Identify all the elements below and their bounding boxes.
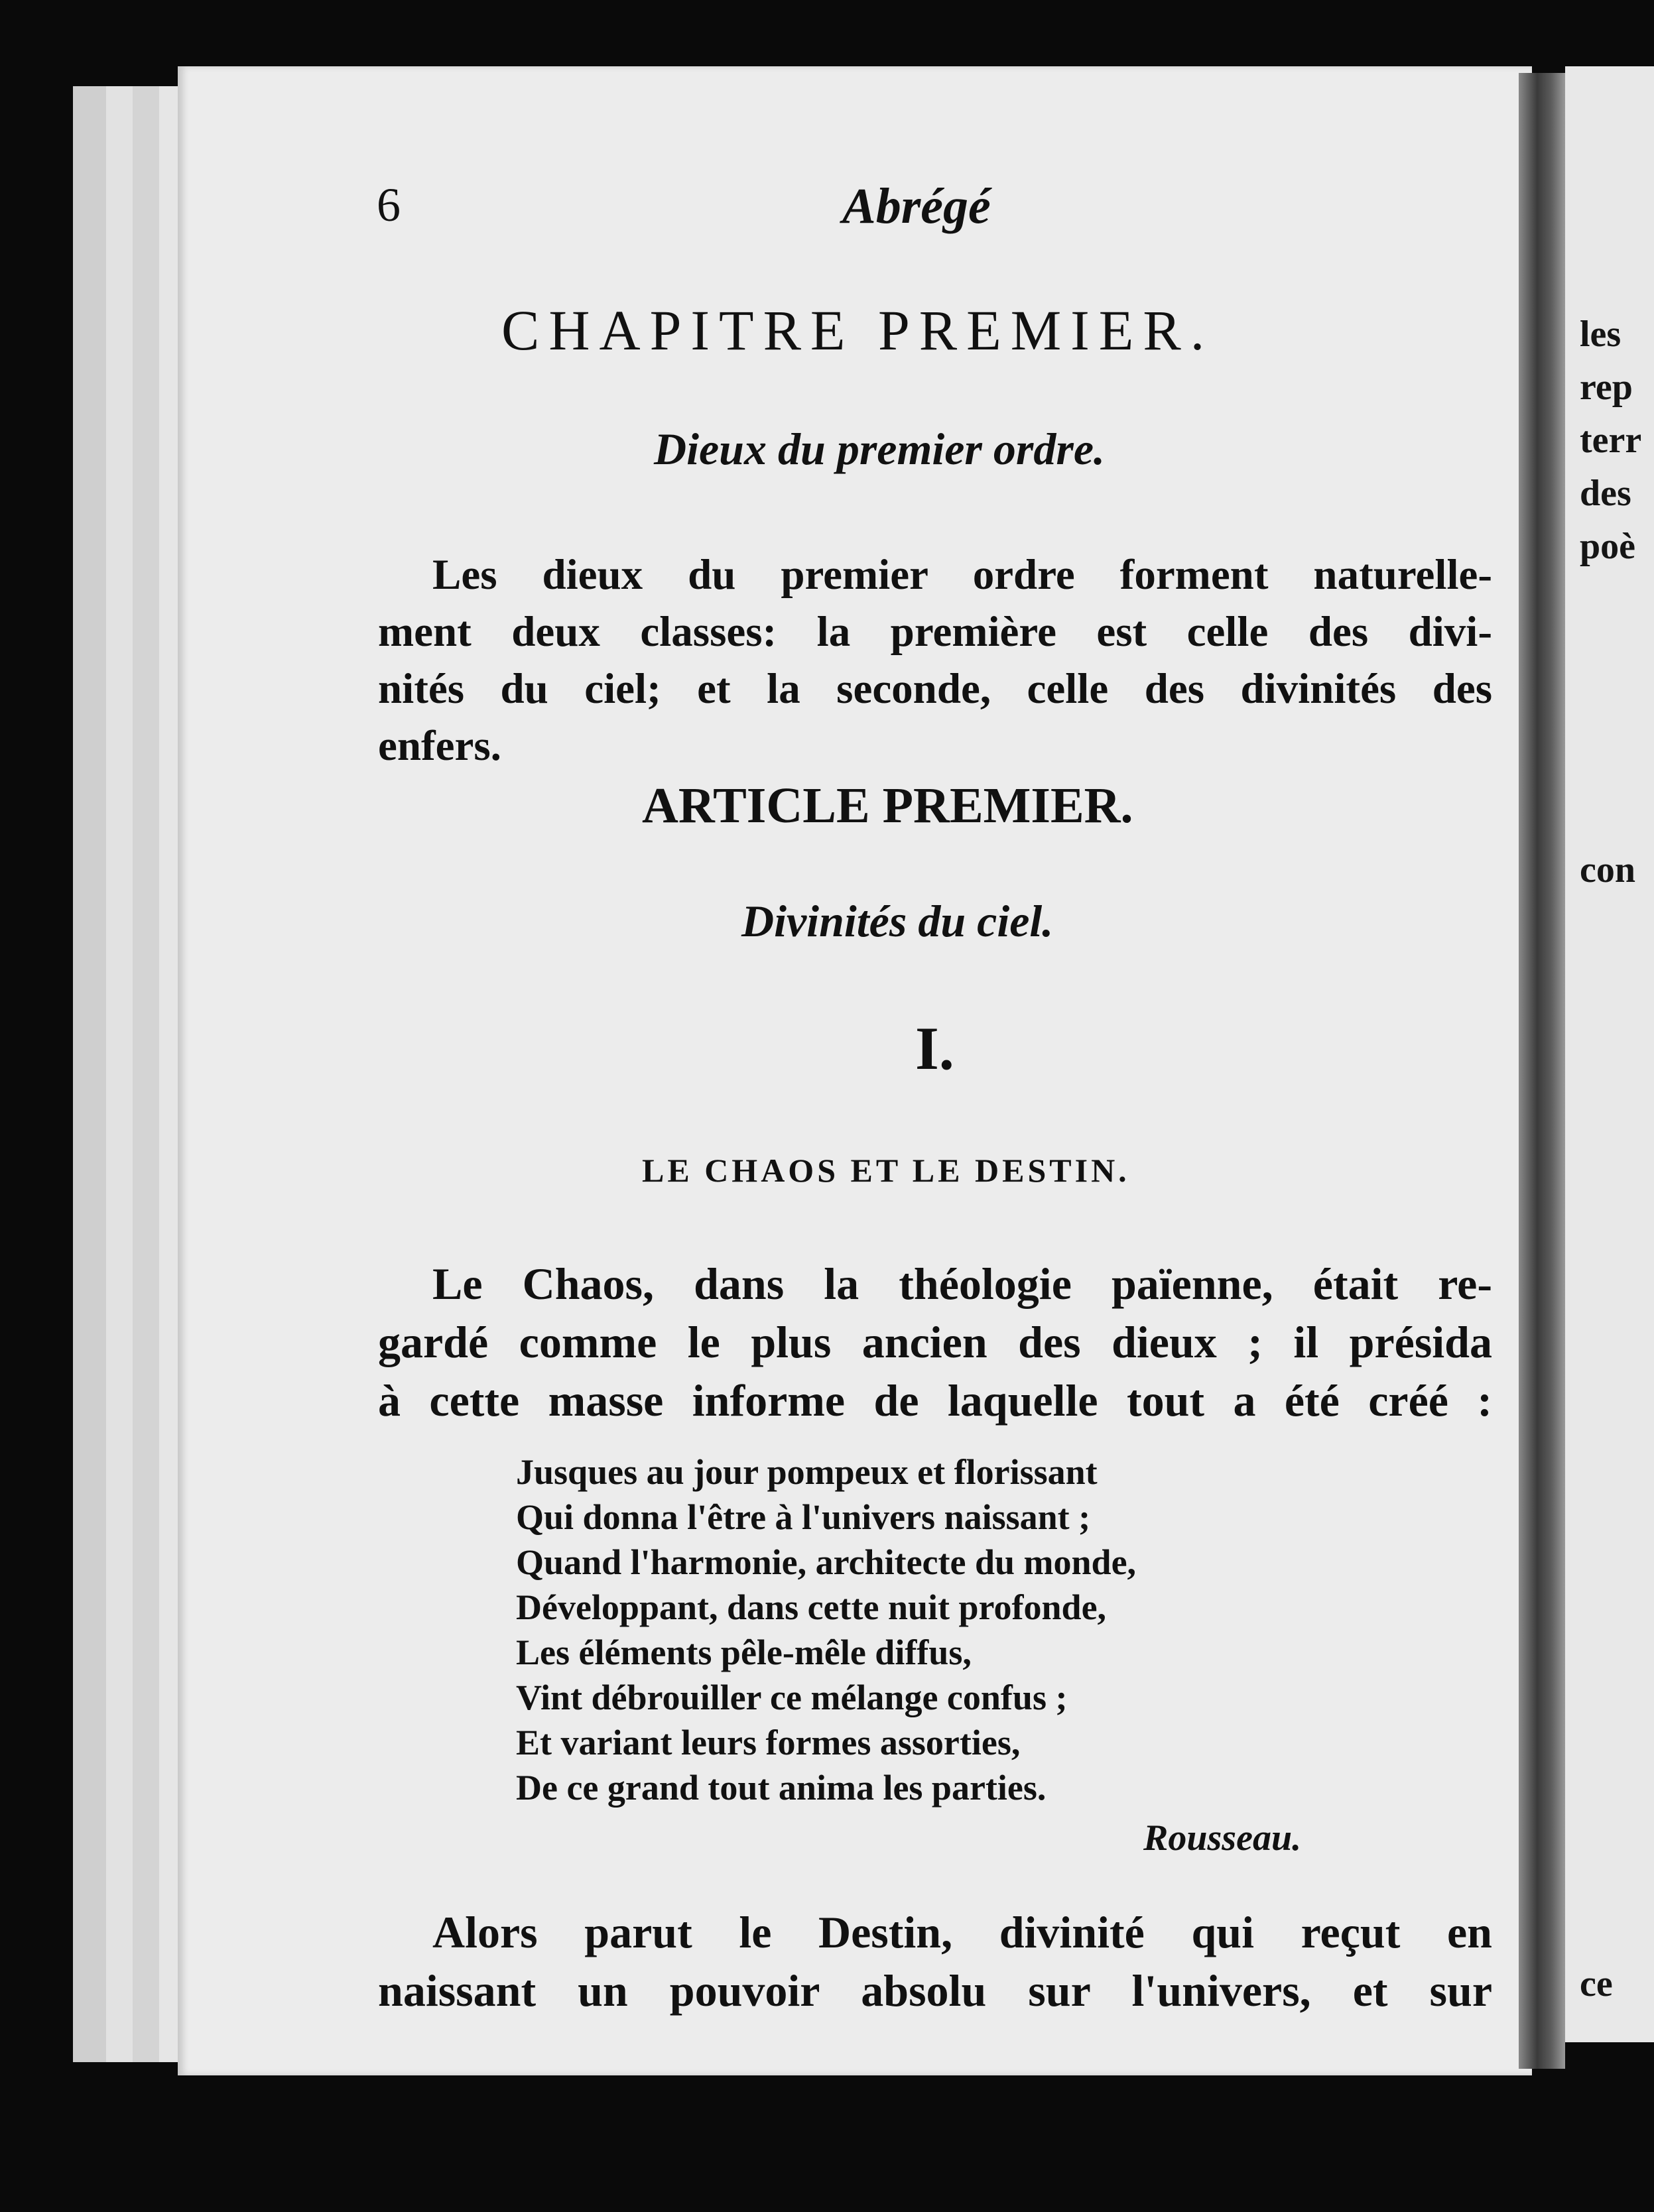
verse-line: Jusques au jour pompeux et florissant bbox=[516, 1452, 1098, 1492]
verse-quotation bbox=[516, 1449, 1136, 1810]
verse-line: Les éléments pêle-mêle diffus, bbox=[516, 1632, 972, 1672]
paragraph-line: gardé comme le plus ancien des dieux ; il présida bbox=[378, 1317, 1492, 1367]
facing-page-fragment: poè bbox=[1580, 526, 1635, 567]
chapter-subtitle: Dieux du premier ordre. bbox=[654, 424, 1105, 474]
paragraph-line: Les dieux du premier ordre forment naturelle- bbox=[432, 551, 1492, 599]
verse-line: Et variant leurs formes assorties, bbox=[516, 1723, 1021, 1762]
facing-page-fragment: les bbox=[1580, 314, 1622, 355]
facing-page-fragment: terr bbox=[1580, 420, 1642, 461]
page-stack-edge bbox=[106, 86, 135, 2062]
paragraph-line: nités du ciel; et la seconde, celle des divinités des bbox=[378, 665, 1492, 713]
paragraph-line: Le Chaos, dans la théologie païenne, était re- bbox=[432, 1259, 1492, 1309]
book-spine-shadow bbox=[1519, 73, 1565, 2069]
article-subtitle: Divinités du ciel. bbox=[741, 896, 1054, 946]
page-number: 6 bbox=[377, 178, 401, 231]
destin-paragraph bbox=[378, 1903, 1492, 2020]
facing-page-fragment: des bbox=[1580, 473, 1631, 514]
chapter-title: CHAPITRE PREMIER. bbox=[501, 298, 1214, 362]
facing-page-fragment: con bbox=[1580, 849, 1635, 891]
running-head: Abrégé bbox=[842, 178, 991, 234]
paragraph-line: Alors parut le Destin, divinité qui reçut en bbox=[432, 1907, 1492, 1957]
intro-paragraph bbox=[378, 546, 1492, 774]
facing-page-fragment: rep bbox=[1580, 367, 1633, 408]
verse-line: Vint débrouiller ce mélange confus ; bbox=[516, 1678, 1068, 1717]
verse-line: De ce grand tout anima les parties. bbox=[516, 1768, 1047, 1808]
paragraph-line: ment deux classes: la première est celle des divi- bbox=[378, 608, 1492, 656]
article-title: ARTICLE PREMIER. bbox=[642, 778, 1133, 833]
facing-page bbox=[1565, 66, 1654, 2042]
page-stack-edge bbox=[133, 86, 161, 2062]
chaos-paragraph bbox=[378, 1255, 1492, 1430]
verse-line: Développant, dans cette nuit profonde, bbox=[516, 1587, 1107, 1627]
paragraph-line: naissant un pouvoir absolu sur l'univers, et sur bbox=[378, 1965, 1492, 2016]
page-stack-edge bbox=[73, 86, 108, 2062]
section-title: LE CHAOS ET LE DESTIN. bbox=[642, 1152, 1130, 1189]
facing-page-fragment: ce bbox=[1580, 1963, 1613, 2004]
verse-line: Qui donna l'être à l'univers naissant ; bbox=[516, 1497, 1091, 1537]
section-numeral: I. bbox=[915, 1014, 954, 1082]
verse-author: Rousseau. bbox=[1143, 1817, 1302, 1859]
paragraph-line: enfers. bbox=[378, 722, 501, 770]
paragraph-line: à cette masse informe de laquelle tout a été créé : bbox=[378, 1375, 1492, 1426]
verse-line: Quand l'harmonie, architecte du monde, bbox=[516, 1542, 1137, 1582]
